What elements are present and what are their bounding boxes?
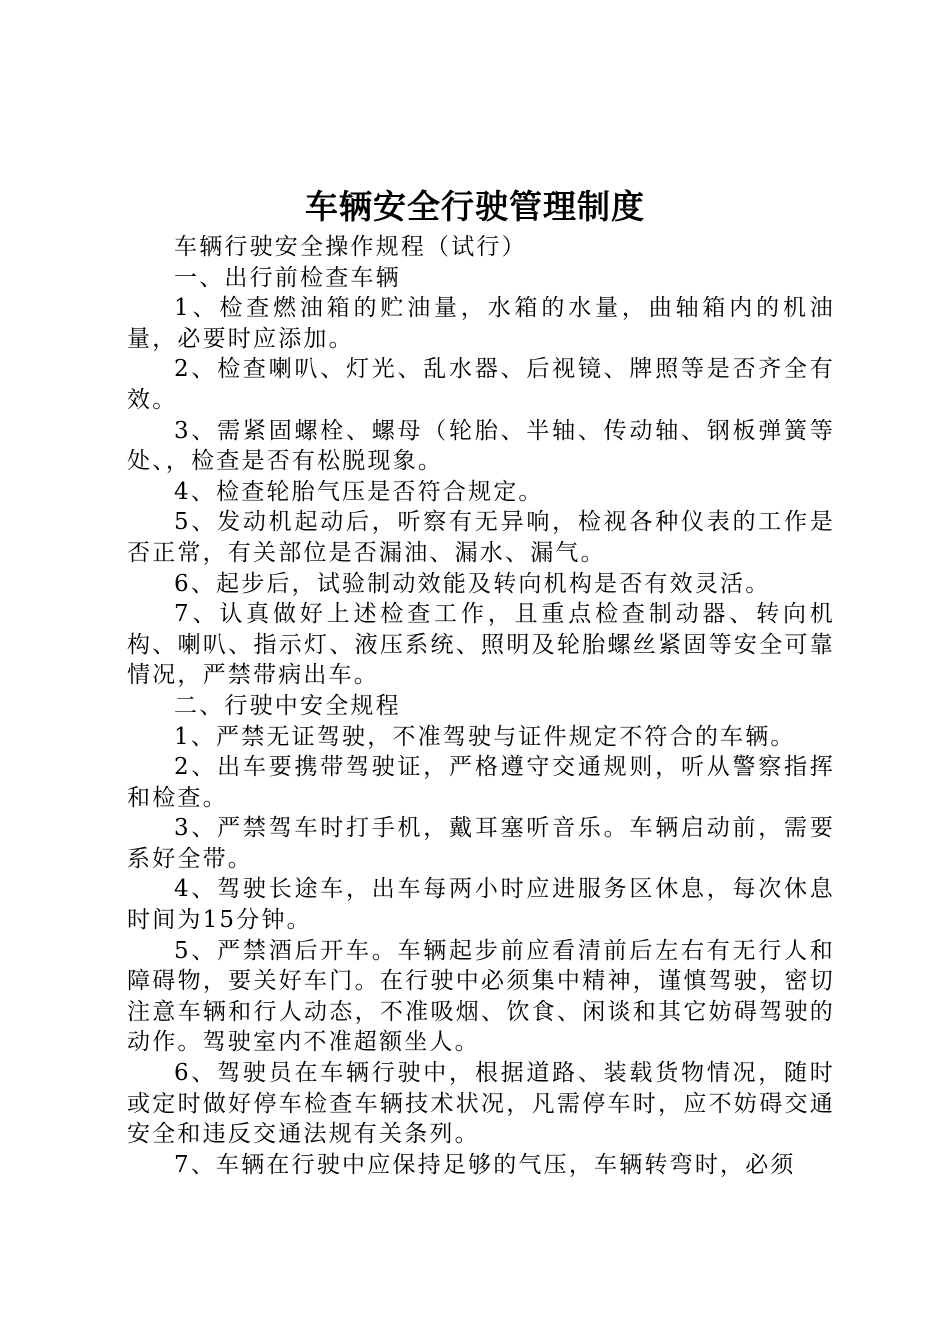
paragraph: 6、起步后，试验制动效能及转向机构是否有效灵活。	[174, 570, 771, 597]
document-body	[127, 232, 835, 1180]
paragraph: 7、认真做好上述检查工作，且重点检查制动器、转向机构、喇叭、指示灯、液压系统、照明及轮胎螺丝紧固等安全可靠情况，严禁带病出车。	[127, 601, 835, 689]
paragraph: 2、出车要携带驾驶证，严格遵守交通规则，听从警察指挥和检查。	[127, 754, 835, 811]
paragraph: 2、检查喇叭、灯光、乱水器、后视镜、牌照等是否齐全有效。	[127, 356, 835, 413]
paragraph-subtitle: 车辆行驶安全操作规程（试行）	[174, 234, 527, 260]
section-heading-driving: 二、行驶中安全规程	[174, 692, 401, 719]
paragraph: 3、需紧固螺栓、螺母（轮胎、半轴、传动轴、钢板弹簧等处、，检查是否有松脱现象。	[127, 417, 835, 475]
paragraph: 5、发动机起动后，听察有无异响，检视各种仪表的工作是否正常，有关部位是否漏油、漏水、漏气。	[127, 509, 835, 566]
document-title: 车辆安全行驶管理制度	[305, 187, 645, 226]
paragraph: 7、车辆在行驶中应保持足够的气压，车辆转弯时，必须	[174, 1151, 796, 1178]
paragraph: 4、检查轮胎气压是否符合规定。	[174, 478, 544, 505]
paragraph: 1、检查燃油箱的贮油量，水箱的水量，曲轴箱内的机油量，必要时应添加。	[127, 295, 835, 352]
paragraph: 4、驾驶长途车，出车每两小时应进服务区休息，每次休息时间为15分钟。	[127, 876, 835, 934]
paragraph: 6、驾驶员在车辆行驶中，根据道路、装载货物情况，随时或定时做好停车检查车辆技术状况，凡需停车时，应不妨碍交通安全和违反交通法规有关条列。	[127, 1060, 835, 1148]
paragraph: 3、严禁驾车时打手机，戴耳塞听音乐。车辆启动前，需要系好全带。	[127, 815, 835, 872]
paragraph: 5、严禁酒后开车。车辆起步前应看清前后左右有无行人和障碍物，要关好车门。在行驶中必须集中精神，谨慎驾驶，密切注意车辆和行人动态，不准吸烟、饮食、闲谈和其它妨碍驾驶的动作。驾驶室内不准超额坐人。	[127, 937, 835, 1056]
paragraph: 1、严禁无证驾驶，不准驾驶与证件规定不符合的车辆。	[174, 723, 796, 750]
section-heading-pre-trip: 一、出行前检查车辆	[174, 264, 401, 291]
